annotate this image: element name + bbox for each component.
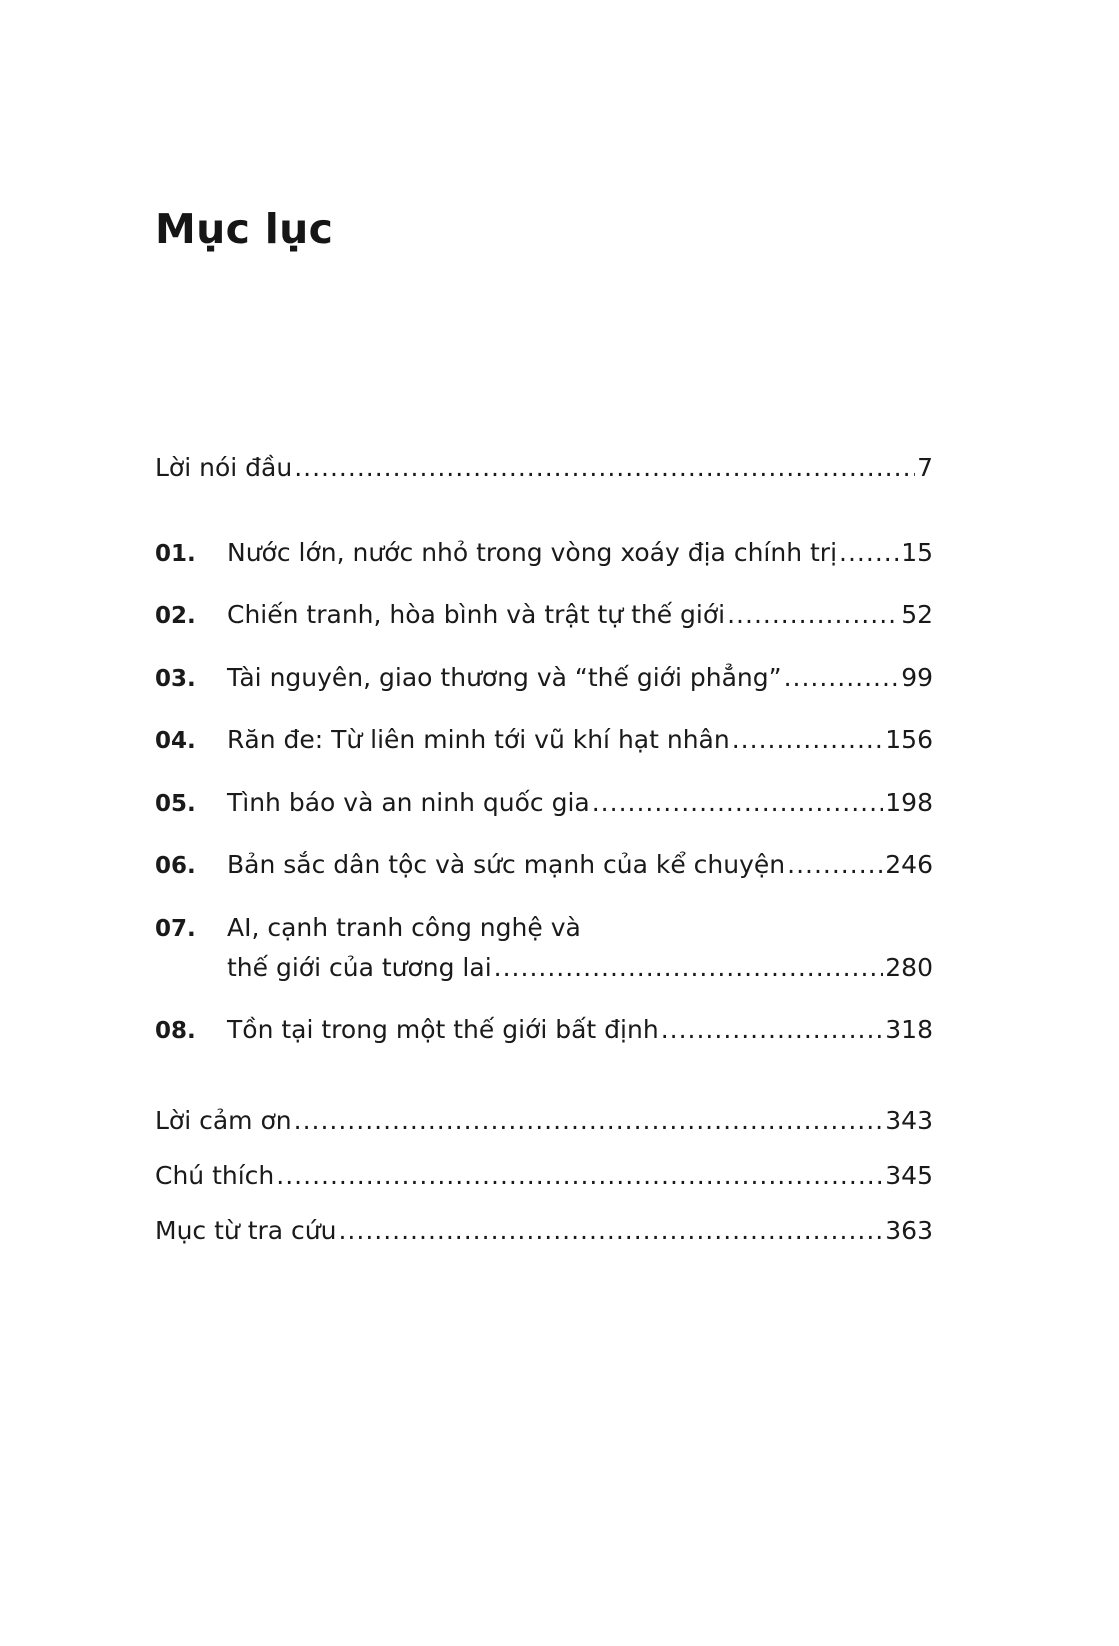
chapter-number: 06. [155,853,196,879]
chapter-number: 07. [155,916,196,942]
toc-entry-title: Lời cảm ơn [155,1106,292,1135]
dot-leader [727,600,899,630]
chapter-number: 02. [155,603,196,629]
toc-entry-page: 363 [885,1216,933,1245]
dot-leader [732,725,884,755]
toc-entry-title: Bản sắc dân tộc và sức mạnh của kể chuyện [227,850,786,879]
toc-entry-page: 246 [885,850,933,879]
dot-leader [592,788,884,818]
dot-leader [839,538,899,568]
toc-entry-title: Chú thích [155,1161,275,1190]
dot-leader [494,953,884,983]
dot-leader [294,1106,884,1136]
toc-entry-index[interactable] [155,1216,933,1246]
toc-entry-title-line-2: thế giới của tương lai [227,953,492,982]
chapter-number: 01. [155,541,196,567]
toc-entry-title: Nước lớn, nước nhỏ trong vòng xoáy địa chính trị [227,538,838,567]
chapter-number: 04. [155,728,196,754]
dot-leader [338,1216,883,1246]
toc-entry-page: 318 [885,1015,933,1044]
chapter-number: 03. [155,666,196,692]
toc-entry-title: Lời nói đầu [155,453,293,482]
toc-entry-chapter-08[interactable] [155,1015,933,1046]
toc-entry-acknowledgements[interactable] [155,1106,933,1136]
toc-entry-title-line-1: AI, cạnh tranh công nghệ và [227,913,581,942]
dot-leader [294,453,915,483]
toc-entry-chapter-01[interactable] [155,538,933,569]
toc-entry-title: Chiến tranh, hòa bình và trật tự thế giới [227,600,726,629]
toc-entry-page: 280 [885,953,933,982]
toc-entry-page: 156 [885,725,933,754]
toc-entry-page: 15 [901,538,933,567]
toc-entry-title: Răn đe: Từ liên minh tới vũ khí hạt nhân [227,725,730,754]
page-title: Mục lục [155,205,334,253]
toc-entry-page: 99 [901,663,933,692]
dot-leader [276,1161,883,1191]
toc-entry-page: 52 [901,600,933,629]
dot-leader [787,850,883,880]
toc-entry-chapter-04[interactable] [155,725,933,756]
front-matter-list [155,453,933,483]
dot-leader [784,663,900,693]
toc-entry-title: Tồn tại trong một thế giới bất định [227,1015,659,1044]
toc-entry-preface[interactable] [155,453,933,483]
toc-entry-page: 345 [885,1161,933,1190]
toc-entry-chapter-02[interactable] [155,600,933,631]
toc-entry-chapter-07[interactable] [155,913,933,983]
toc-entry-chapter-03[interactable] [155,663,933,694]
toc-entry-title: Tài nguyên, giao thương và “thế giới phẳng” [227,663,782,692]
chapter-number: 05. [155,791,196,817]
toc-entry-chapter-05[interactable] [155,788,933,819]
toc-entry-page: 198 [885,788,933,817]
dot-leader [661,1015,884,1045]
toc-entry-notes[interactable] [155,1161,933,1191]
toc-entry-title: Tình báo và an ninh quốc gia [227,788,590,817]
toc-entry-page: 7 [917,453,933,482]
chapter-number: 08. [155,1018,196,1044]
toc-entry-page: 343 [885,1106,933,1135]
toc-entry-chapter-06[interactable] [155,850,933,881]
toc-entry-title: Mục từ tra cứu [155,1216,337,1245]
